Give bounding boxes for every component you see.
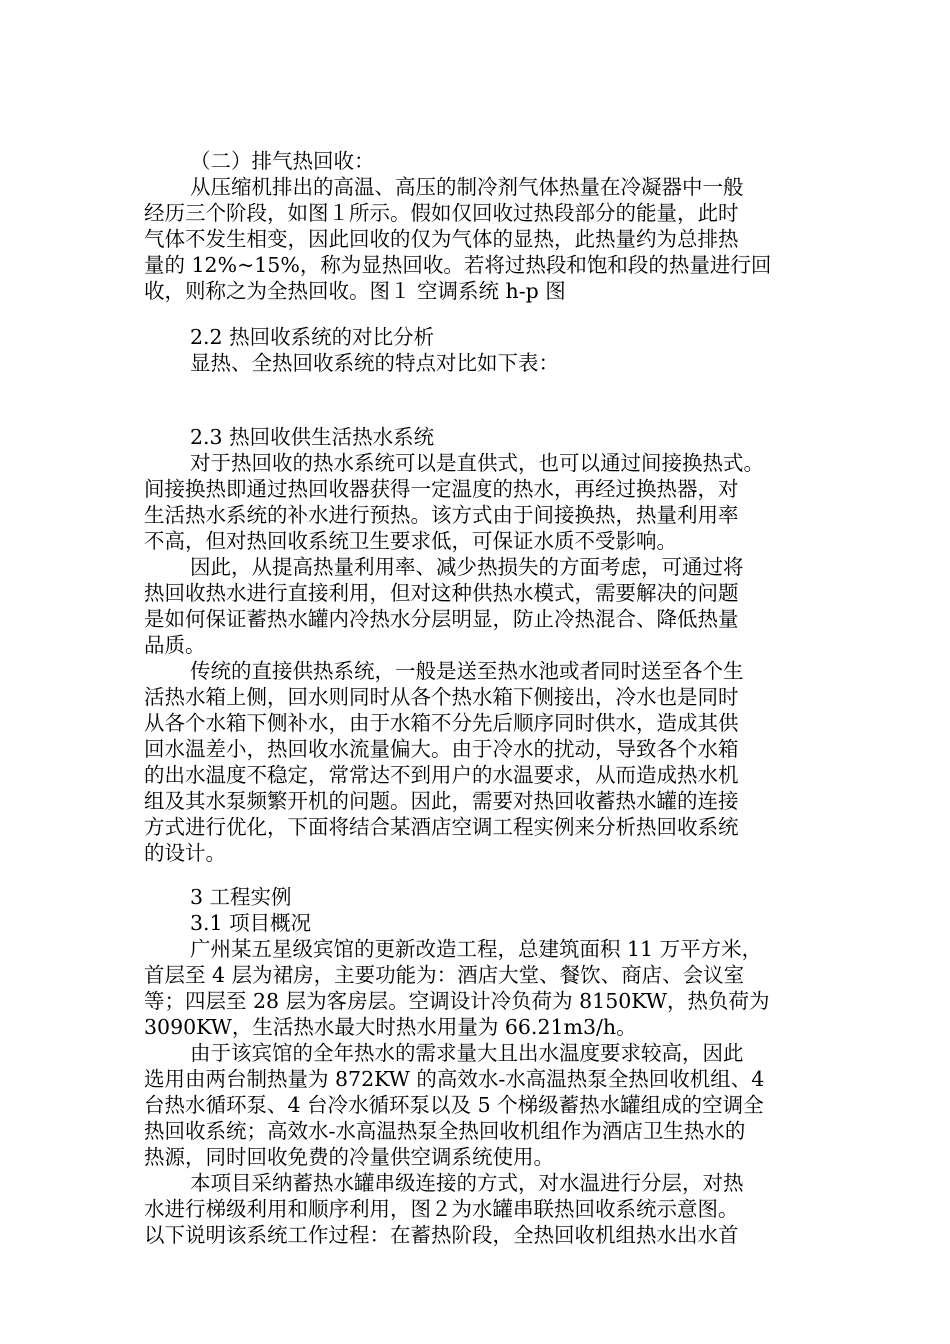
text-line: 不高，但对热回收系统卫生要求低，可保证水质不受影响。 [144,529,677,553]
section-heading: 3.1 项目概况 [190,911,312,935]
text-line: 由于该宾馆的全年热水的需求量大且出水温度要求较高，因此 [190,1041,744,1065]
text-line: （二）排气热回收： [190,149,375,173]
text-line: 台热水循环泵、4 台冷水循环泵以及 5 个梯级蓄热水罐组成的空调全 [144,1093,764,1117]
section-heading: 3 工程实例 [190,885,292,909]
text-line: 等；四层至 28 层为客房层。空调设计冷负荷为 8150KW，热负荷为 [144,989,770,1013]
text-line: 回水温差小，热回收水流量偏大。由于冷水的扰动，导致各个水箱 [144,737,739,761]
text-line: 方式进行优化，下面将结合某酒店空调工程实例来分析热回收系统 [144,815,739,839]
text-line: 本项目采纳蓄热水罐串级连接的方式，对水温进行分层，对热 [190,1171,744,1195]
text-line: 是如何保证蓄热水罐内冷热水分层明显，防止冷热混合、降低热量 [144,607,739,631]
text-line: 广州某五星级宾馆的更新改造工程，总建筑面积 11 万平方米， [190,937,763,961]
text-line: 对于热回收的热水系统可以是直供式，也可以通过间接换热式。 [190,451,764,475]
text-line: 品质。 [144,633,206,657]
text-line: 活热水箱上侧，回水则同时从各个热水箱下侧接出，冷水也是同时 [144,685,739,709]
text-line: 量的 12%~15%，称为显热回收。若将过热段和饱和段的热量进行回 [144,253,772,277]
text-line: 生活热水系统的补水进行预热。该方式由于间接换热，热量利用率 [144,503,739,527]
section-heading: 2.3 热回收供生活热水系统 [190,425,435,449]
text-line: 的设计。 [144,841,226,865]
text-line: 显热、全热回收系统的特点对比如下表： [190,351,559,375]
text-line: 热源，同时回收免费的冷量供空调系统使用。 [144,1145,554,1169]
text-line: 热回收系统；高效水-水高温热泵全热回收机组作为酒店卫生热水的 [144,1119,746,1143]
text-line: 3090KW，生活热水最大时热水用量为 66.21m3/h。 [144,1015,637,1039]
text-line: 水进行梯级利用和顺序利用，图２为水罐串联热回收系统示意图。 [144,1197,739,1221]
text-line: 以下说明该系统工作过程：在蓄热阶段，全热回收机组热水出水首 [144,1223,739,1247]
text-line: 从压缩机排出的高温、高压的制冷剂气体热量在冷凝器中一般 [190,175,744,199]
text-line: 传统的直接供热系统，一般是送至热水池或者同时送至各个生 [190,659,744,683]
text-line: 选用由两台制热量为 872KW 的高效水-水高温热泵全热回收机组、4 [144,1067,765,1091]
text-line: 从各个水箱下侧补水，由于水箱不分先后顺序同时供水，造成其供 [144,711,739,735]
text-line: 收，则称之为全热回收。图１ 空调系统 h-p 图 [144,279,566,303]
text-line: 因此，从提高热量利用率、减少热损失的方面考虑，可通过将 [190,555,744,579]
section-heading: 2.2 热回收系统的对比分析 [190,325,435,349]
text-line: 间接换热即通过热回收器获得一定温度的热水，再经过换热器，对 [144,477,739,501]
text-line: 的出水温度不稳定，常常达不到用户的水温要求，从而造成热水机 [144,763,739,787]
text-line: 气体不发生相变，因此回收的仅为气体的显热，此热量约为总排热 [144,227,739,251]
text-line: 首层至 4 层为裙房，主要功能为：酒店大堂、餐饮、商店、会议室 [144,963,745,987]
text-line: 经历三个阶段，如图１所示。假如仅回收过热段部分的能量，此时 [144,201,739,225]
text-line: 热回收热水进行直接利用，但对这种供热水模式，需要解决的问题 [144,581,739,605]
text-line: 组及其水泵频繁开机的问题。因此，需要对热回收蓄热水罐的连接 [144,789,739,813]
